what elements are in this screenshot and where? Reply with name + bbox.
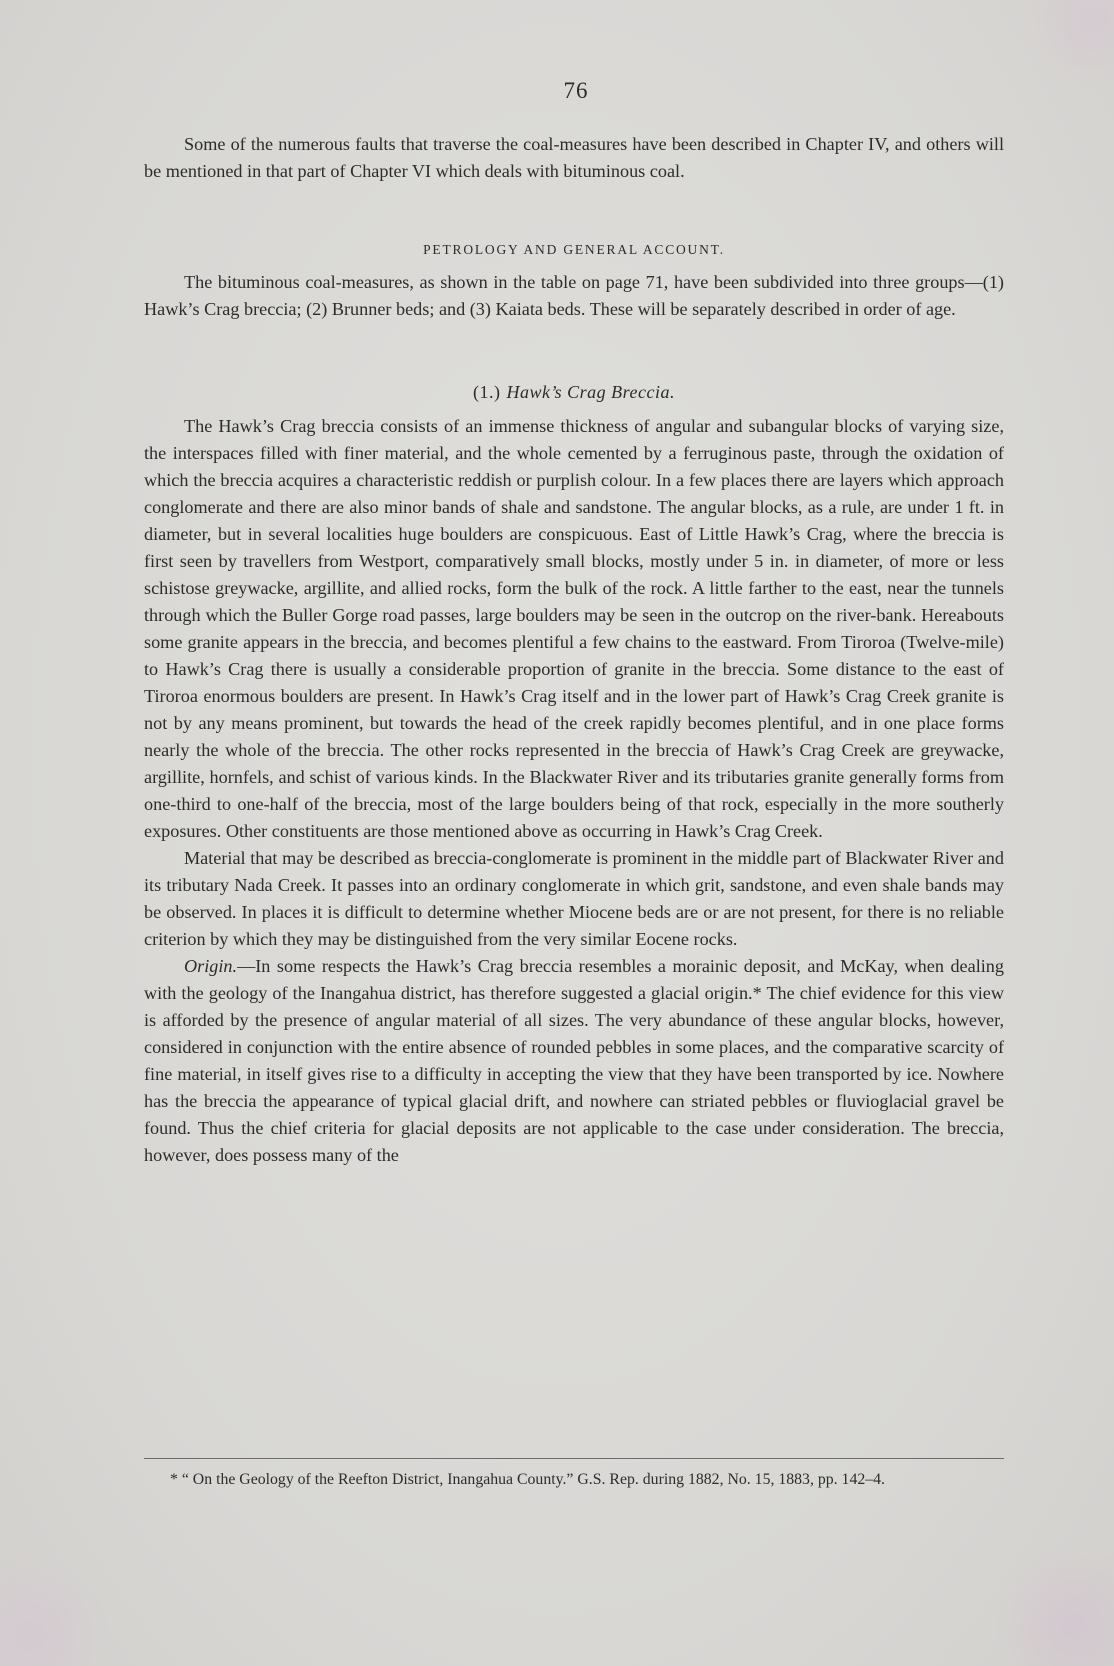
paper-stain-top-right xyxy=(1024,0,1114,90)
origin-lead: Origin. xyxy=(184,956,238,976)
section-heading: PETROLOGY AND GENERAL ACCOUNT. xyxy=(423,242,725,257)
page-number: 76 xyxy=(563,78,589,103)
body-paragraph: The Hawk’s Crag breccia consists of an immense thickness of angular and subangular blocks of varying size, the interspaces filled with finer material, and the whole cemented by a ferruginous paste, through the oxidation of which the breccia acquires a characteristic reddish or purplish colour. In a few places there are layers which approach conglomerate and there are also minor bands of shale and sandstone. The angular blocks, as a rule, are under 1 ft. in diameter, but in several localities huge boulders are conspicuous. East of Little Hawk’s Crag, where the breccia is first seen by travellers from Westport, comparatively small blocks, mostly under 5 in. in diameter, of more or less schistose greywacke, argillite, and allied rocks, form the bulk of the rock. A little farther to the east, near the tunnels through which the Buller Gorge road passes, large boulders may be seen in the outcrop on the river-bank. Hereabouts some granite appears in the breccia, and becomes plentiful a few chains to the eastward. From Tiroroa (Twelve-mile) to Hawk’s Crag there is usually a considerable proportion of granite in the breccia. Some distance to the east of Tiroroa enormous boulders are present. In Hawk’s Crag itself and in the lower part of Hawk’s Crag Creek granite is not by any means prominent, but towards the head of the creek rapidly becomes plentiful, and in one place forms nearly the whole of the breccia. The other rocks represented in the breccia of Hawk’s Crag Creek are greywacke, argillite, hornfels, and schist of various kinds. In the Blackwater River and its tributaries granite generally forms from one-third to one-half of the breccia, most of the large boulders being of that rock, especially in the more southerly exposures. Other constituents are those mentioned above as occurring in Hawk’s Crag Creek. xyxy=(144,416,1004,841)
origin-paragraph xyxy=(144,953,1004,1169)
subsection-heading xyxy=(144,382,1004,403)
footnote-section xyxy=(144,1468,1004,1491)
footnote-text: * “ On the Geology of the Reefton District, Inangahua County.” G.S. Rep. during 1882, No. 15, 1883, pp. 142–4. xyxy=(170,1471,885,1488)
intro-paragraph: Some of the numerous faults that traverse the coal-measures have been described in Chapter IV, and others will be mentioned in that part of Chapter VI which deals with bituminous coal. xyxy=(144,134,1004,181)
petrology-section xyxy=(144,269,1004,323)
intro-section xyxy=(144,131,1004,185)
body-paragraph: Material that may be described as breccia-conglomerate is prominent in the middle part of Blackwater River and its tributary Nada Creek. It passes into an ordinary conglomerate in which grit, sandstone, and even shale bands may be observed. In places it is difficult to determine whether Miocene beds are or are not present, for there is no reliable criterion by which they may be distinguished from the very similar Eocene rocks. xyxy=(144,848,1004,949)
subsection-title: Hawk’s Crag Breccia. xyxy=(506,382,675,402)
subsection-number: (1.) xyxy=(473,382,501,402)
main-body xyxy=(144,413,1004,1169)
origin-text: —In some respects the Hawk’s Crag breccia resembles a morainic deposit, and McKay, when dealing with the geology of the Inangahua district, has therefore suggested a glacial origin.* The chief evidence for this view is afforded by the presence of angular material of all sizes. The very abundance of these angular blocks, however, considered in conjunction with the entire absence of rounded pebbles in some places, and the comparative scarcity of fine material, in itself gives rise to a difficulty in accepting the view that they have been transported by ice. Nowhere has the breccia the appearance of typical glacial drift, and nowhere can striated pebbles or fluvioglacial gravel be found. Thus the chief criteria for glacial deposits are not applicable to the case under consideration. The breccia, however, does possess many of the xyxy=(144,956,1004,1165)
petrology-paragraph: The bituminous coal-measures, as shown in the table on page 71, have been subdivided into three groups—(1) Hawk’s Crag breccia; (2) Brunner beds; and (3) Kaiata beds. These will be separately described in order of age. xyxy=(144,272,1004,319)
footnote-divider xyxy=(144,1458,1004,1459)
paper-stain-bottom-right xyxy=(994,1546,1114,1666)
paper-stain-bottom-left xyxy=(0,1556,110,1666)
